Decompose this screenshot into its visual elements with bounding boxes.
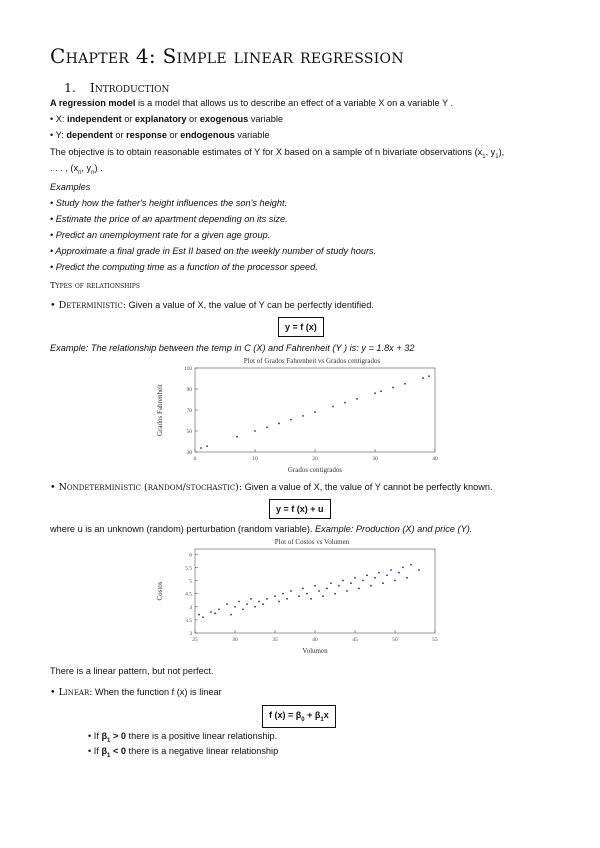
data-point xyxy=(226,603,228,605)
data-point xyxy=(282,593,284,595)
x-tick-label: 50 xyxy=(392,637,398,643)
example-item: • Predict the computing time as a function of the processor speed. xyxy=(50,262,318,272)
y-tick-label: 30 xyxy=(186,450,192,456)
data-point xyxy=(350,582,352,584)
data-point xyxy=(362,580,364,582)
data-point xyxy=(310,598,312,600)
formula-nondeterministic: y = f (x) + u xyxy=(269,499,331,519)
linear-label: • Linear: xyxy=(50,687,93,698)
y-tick-label: 110 xyxy=(183,366,192,372)
y-variable-line xyxy=(50,129,270,142)
y-tick-label: 90 xyxy=(186,387,192,393)
data-point xyxy=(380,390,382,392)
data-point xyxy=(206,445,208,447)
def-term: A regression model xyxy=(50,98,136,108)
page-title: Chapter 4: Simple linear regression xyxy=(50,44,404,68)
y-prefix: • Y: xyxy=(50,130,67,140)
data-point xyxy=(404,383,406,385)
neg-cond: < 0 xyxy=(110,746,126,756)
objective-sub-3: n xyxy=(78,169,82,176)
y-term-3: endogenous xyxy=(180,130,235,140)
objective-mid: , y xyxy=(485,147,496,157)
x-tick-label: 20 xyxy=(312,456,318,462)
data-point xyxy=(354,577,356,579)
y-or-2: or xyxy=(166,130,181,140)
y-tick-label: 70 xyxy=(186,408,192,414)
chart-costos xyxy=(150,535,450,659)
data-point xyxy=(356,398,358,400)
data-point xyxy=(298,595,300,597)
nondeterministic-text: Given a value of X, the value of Y cannot be perfectly known. xyxy=(242,482,493,492)
data-point xyxy=(266,426,268,428)
deterministic-line xyxy=(50,299,374,312)
data-point xyxy=(200,447,202,449)
objective-sub-1: 1 xyxy=(482,153,486,160)
y-tick-label: 3.5 xyxy=(185,617,192,624)
data-point xyxy=(422,377,424,379)
perturbation-text: where u is an unknown (random) perturbation (random variable). xyxy=(50,524,316,534)
data-point xyxy=(322,595,324,597)
example-item: • Approximate a final grade in Est II based on the weekly number of study hours. xyxy=(50,246,377,256)
objective-line-2 xyxy=(50,162,103,180)
data-point xyxy=(302,587,304,589)
data-point xyxy=(258,601,260,603)
y-tick-label: 4.5 xyxy=(185,591,192,598)
example-item: • Estimate the price of an apartment depending on its size. xyxy=(50,214,288,224)
objective-line-1 xyxy=(50,146,504,164)
x-tick-label: 45 xyxy=(352,637,358,643)
y-tick-label: 5.5 xyxy=(185,565,192,572)
beta1-symbol: β xyxy=(314,710,321,720)
data-point xyxy=(246,603,248,605)
data-point xyxy=(342,580,344,582)
data-point xyxy=(218,608,220,610)
data-point xyxy=(386,574,388,576)
data-point xyxy=(394,580,396,582)
linear-line xyxy=(50,686,222,699)
section-label: Introduction xyxy=(89,80,170,95)
pos-prefix: • If xyxy=(88,731,102,741)
data-point xyxy=(250,598,252,600)
neg-text: there is a negative linear relationship xyxy=(125,746,279,756)
y-tick-label: 6 xyxy=(189,552,192,559)
linear-text: When the function f (x) is linear xyxy=(92,687,222,697)
data-point xyxy=(346,590,348,592)
data-point xyxy=(306,593,308,595)
data-point xyxy=(238,601,240,603)
data-point xyxy=(266,598,268,600)
x-axis-label: Grados centigrados xyxy=(287,466,343,474)
formula-deterministic: y = f (x) xyxy=(278,317,324,337)
x-term-2: explanatory xyxy=(134,114,187,124)
y-tick-label: 3 xyxy=(189,631,192,637)
x-term-1: independent xyxy=(67,114,122,124)
data-point xyxy=(374,392,376,394)
neg-prefix: • If xyxy=(88,746,102,756)
beta0-sub: 0 xyxy=(301,716,305,723)
linear-pattern-note: There is a linear pattern, but not perfect. xyxy=(50,666,214,676)
data-point xyxy=(314,411,316,413)
data-point xyxy=(290,590,292,592)
formula-linear xyxy=(262,705,336,728)
data-point xyxy=(214,612,216,614)
x-tick-label: 40 xyxy=(432,456,438,462)
data-point xyxy=(374,577,376,579)
formula-part: f (x) = xyxy=(269,710,296,720)
data-point xyxy=(332,406,334,408)
x-axis-label: Volumen xyxy=(302,647,328,655)
data-point xyxy=(334,593,336,595)
data-point xyxy=(398,572,400,574)
data-point xyxy=(314,585,316,587)
y-tick-label: 4 xyxy=(189,604,192,611)
y-term-2: response xyxy=(126,130,167,140)
data-point xyxy=(344,402,346,404)
x-variable-line xyxy=(50,113,283,126)
data-point xyxy=(406,577,408,579)
objective-text-2b: , y xyxy=(81,163,92,173)
data-point xyxy=(392,387,394,389)
x-tick-label: 30 xyxy=(372,456,378,462)
objective-text-1: The objective is to obtain reasonable estimates of Y for X based on a sample of n bivariate observations (x xyxy=(50,147,483,157)
y-term-1: dependent xyxy=(66,130,113,140)
data-point xyxy=(370,585,372,587)
pos-cond: > 0 xyxy=(110,731,126,741)
section-number: 1. xyxy=(64,80,76,95)
objective-text-2c: ) . xyxy=(94,163,103,173)
neg-sub: 1 xyxy=(107,752,111,759)
formula-plus: + xyxy=(304,710,315,720)
x-tail: variable xyxy=(248,114,284,124)
data-point xyxy=(428,375,430,377)
x-or-2: or xyxy=(186,114,200,124)
data-point xyxy=(326,587,328,589)
objective-end: ), xyxy=(498,147,505,157)
data-point xyxy=(358,587,360,589)
definition-line xyxy=(50,97,453,110)
section-heading xyxy=(64,80,169,95)
data-point xyxy=(302,415,304,417)
data-point xyxy=(382,582,384,584)
data-point xyxy=(230,614,232,616)
nondeterministic-line xyxy=(50,481,493,494)
plot-frame xyxy=(195,549,435,633)
data-point xyxy=(278,601,280,603)
y-axis-label: Grados Fahrenheit xyxy=(156,384,164,436)
objective-sub-2: 1 xyxy=(495,153,499,160)
data-point xyxy=(254,430,256,432)
negative-relationship-line xyxy=(88,745,278,763)
y-or-1: or xyxy=(112,130,127,140)
data-point xyxy=(390,569,392,571)
perturbation-example: Example: Production (X) and price (Y). xyxy=(315,524,473,534)
pos-text: there is a positive linear relationship. xyxy=(125,731,278,741)
data-point xyxy=(242,608,244,610)
plot-frame xyxy=(195,368,435,452)
data-point xyxy=(402,566,404,568)
data-point xyxy=(202,616,204,618)
formula-x: x xyxy=(323,710,329,720)
x-tick-label: 25 xyxy=(192,637,198,643)
x-term-3: exogenous xyxy=(199,114,249,124)
data-point xyxy=(290,419,292,421)
example-item: • Predict an unemployment rate for a given age group. xyxy=(50,230,271,240)
data-point xyxy=(198,614,200,616)
y-tick-label: 5 xyxy=(189,578,192,585)
data-point xyxy=(236,436,238,438)
data-point xyxy=(286,598,288,600)
data-point xyxy=(338,585,340,587)
pos-beta: β xyxy=(101,731,108,741)
data-point xyxy=(254,606,256,608)
data-point xyxy=(234,606,236,608)
data-point xyxy=(262,603,264,605)
objective-text-2a: . . . , (x xyxy=(50,163,79,173)
def-text: is a model that allows us to describe an effect of a variable X on a variable Y . xyxy=(135,98,454,108)
data-point xyxy=(210,611,212,613)
data-point xyxy=(330,582,332,584)
y-tick-label: 50 xyxy=(186,429,192,435)
x-tick-label: 10 xyxy=(252,456,258,462)
beta0-symbol: β xyxy=(295,710,302,720)
x-tick-label: 40 xyxy=(312,637,318,643)
chart-fahrenheit xyxy=(150,354,450,478)
x-or-1: or xyxy=(121,114,135,124)
deterministic-text: Given a value of X, the value of Y can be perfectly identified. xyxy=(126,300,374,310)
types-heading: Types of relationships xyxy=(50,281,140,291)
beta1-sub: 1 xyxy=(320,716,324,723)
neg-beta: β xyxy=(101,746,108,756)
x-tick-label: 35 xyxy=(272,637,278,643)
pos-sub: 1 xyxy=(107,737,111,744)
nondeterministic-label: • Nondeterministic (random/stochastic): xyxy=(50,482,243,493)
x-tick-label: 30 xyxy=(232,637,238,643)
data-point xyxy=(418,569,420,571)
data-point xyxy=(366,574,368,576)
data-point xyxy=(274,595,276,597)
objective-sub-4: n xyxy=(91,169,95,176)
examples-heading: Examples xyxy=(50,182,91,192)
data-point xyxy=(318,590,320,592)
x-prefix: • X: xyxy=(50,114,68,124)
chart-title: Plot of Grados Fahrenheit vs Grados centigrados xyxy=(243,357,381,365)
example-item: • Study how the father's height influences the son's height. xyxy=(50,198,288,208)
deterministic-label: • Deterministic: xyxy=(50,300,127,311)
x-tick-label: 55 xyxy=(432,637,438,643)
deterministic-example: Example: The relationship between the temp in C (X) and Fahrenheit (Y ) is: y = 1.8x + 32 xyxy=(50,343,415,353)
chart-title: Plot of Costos vs Volumen xyxy=(274,538,350,546)
data-point xyxy=(378,572,380,574)
y-tail: variable xyxy=(234,130,270,140)
x-tick-label: 0 xyxy=(193,456,197,462)
data-point xyxy=(410,564,412,566)
y-axis-label: Costos xyxy=(156,581,164,601)
data-point xyxy=(278,423,280,425)
